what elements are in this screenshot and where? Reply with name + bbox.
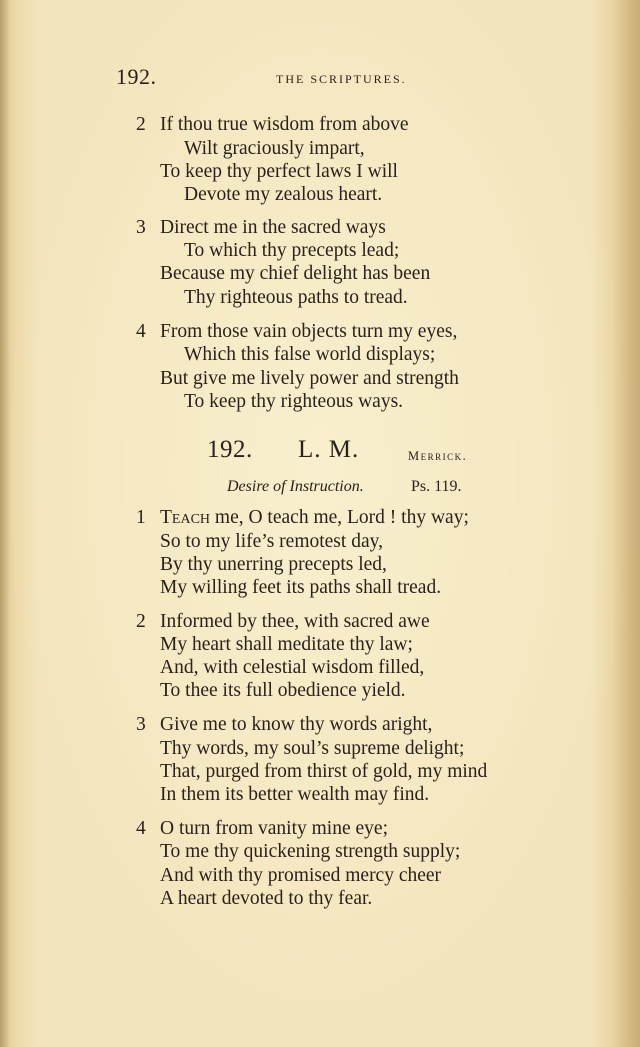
- verse-line: If thou true wisdom from above: [160, 114, 409, 135]
- verse-line: Give me to know thy words aright,: [160, 714, 433, 735]
- stanza-number: 1: [136, 507, 146, 528]
- verse-line-rest: me, O teach me, Lord ! thy way;: [210, 507, 469, 528]
- verse-line: To thee its full obedience yield.: [160, 680, 406, 701]
- verse-line: Which this false world displays;: [184, 344, 436, 365]
- verse-line: Wilt graciously impart,: [184, 138, 365, 159]
- verse-line: Direct me in the sacred ways: [160, 217, 386, 238]
- scripture-reference: Ps. 119.: [411, 478, 462, 495]
- verse-line: So to my life’s remotest day,: [160, 531, 383, 552]
- verse-line: That, purged from thirst of gold, my mind: [160, 761, 488, 782]
- verse-line: From those vain objects turn my eyes,: [160, 321, 458, 342]
- verse-line: And with thy promised mercy cheer: [160, 865, 442, 886]
- verse-line: O turn from vanity mine eye;: [160, 818, 388, 839]
- verse-line: To keep thy perfect laws I will: [160, 161, 398, 182]
- verse-line: Because my chief delight has been: [160, 263, 431, 284]
- stanza-number: 2: [136, 114, 146, 135]
- verse-line: Thy words, my soul’s supreme delight;: [160, 738, 465, 759]
- verse-line: My willing feet its paths shall tread.: [160, 577, 442, 598]
- verse-line: But give me lively power and strength: [160, 368, 459, 389]
- verse-line: And, with celestial wisdom filled,: [160, 657, 425, 678]
- stanza-number: 3: [136, 217, 146, 238]
- verse-line: In them its better wealth may find.: [160, 784, 430, 805]
- verse-line: A heart devoted to thy fear.: [160, 888, 373, 909]
- hymn-tune: Merrick.: [408, 449, 468, 463]
- verse-line: My heart shall meditate thy law;: [160, 634, 413, 655]
- verse-line: Devote my zealous heart.: [184, 184, 383, 205]
- stanza-number: 4: [136, 818, 146, 839]
- hymn-number: 192.: [207, 436, 253, 463]
- stanza-number: 4: [136, 321, 146, 342]
- verse-line: Thy righteous paths to tread.: [184, 287, 408, 308]
- verse-line: To which thy precepts lead;: [184, 240, 400, 261]
- stanza-number: 2: [136, 611, 146, 632]
- page-edge-shadow: [0, 0, 10, 1047]
- hymn-subtitle: Desire of Instruction.: [227, 478, 364, 495]
- verse-line: To keep thy righteous ways.: [184, 391, 404, 412]
- spine-shadow: [612, 0, 640, 1047]
- hymn-meter: L. M.: [298, 436, 360, 463]
- first-word: Teach: [160, 507, 211, 528]
- stanza-number: 3: [136, 714, 146, 735]
- verse-line: Informed by thee, with sacred awe: [160, 611, 430, 632]
- verse-line: To me thy quickening strength supply;: [160, 841, 461, 862]
- page-number: 192.: [116, 64, 157, 89]
- verse-line: By thy unerring precepts led,: [160, 554, 387, 575]
- verse-line-first: [160, 506, 469, 530]
- running-head: THE SCRIPTURES.: [276, 72, 407, 86]
